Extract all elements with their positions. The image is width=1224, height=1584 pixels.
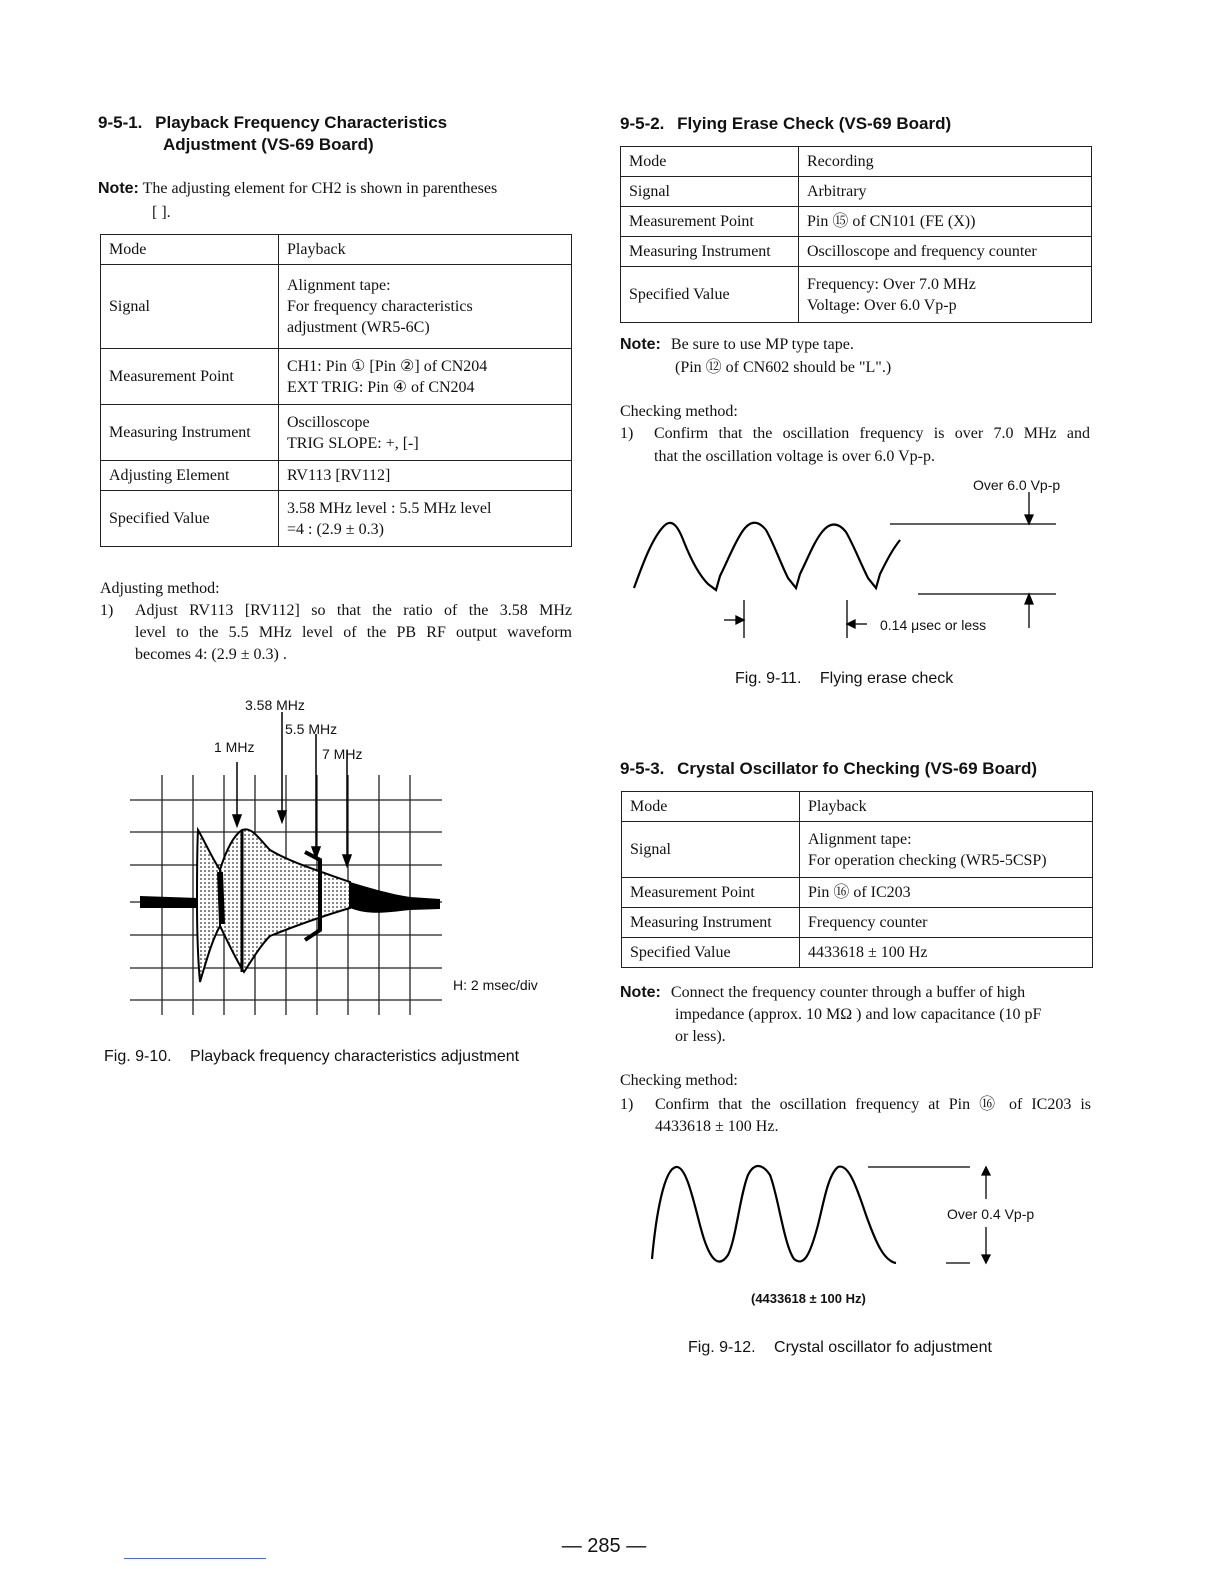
table-row: [622, 792, 1093, 822]
checking-method-title-1: Checking method:: [620, 403, 738, 420]
table-value-cell: Frequency: Over 7.0 MHz Voltage: Over 6.0 Vp-p: [799, 267, 1092, 323]
table-value-cell: Alignment tape: For frequency characteristics adjustment (WR5-6C): [279, 265, 572, 349]
table-key-cell: Measurement Point: [621, 207, 799, 237]
fig-9-11-diagram: [620, 470, 1090, 650]
table-value-cell: CH1: Pin ① [Pin ②] of CN204 EXT TRIG: Pin ④ of CN204: [279, 349, 572, 405]
section-heading-9-5-1-line2: Adjustment (VS-69 Board): [163, 135, 374, 154]
rf-envelope-waveform: [140, 829, 440, 982]
section-heading-9-5-2: 9-5-2. Flying Erase Check (VS-69 Board): [620, 114, 952, 133]
adjusting-step-line2: level to the 5.5 MHz level of the PB RF output waveform: [135, 624, 572, 641]
step-number: 1): [100, 602, 114, 619]
checking-step-line2: 4433618 ± 100 Hz.: [655, 1118, 779, 1135]
table-row: [621, 237, 1092, 267]
table-value-cell: Pin ⑯ of IC203: [800, 878, 1093, 908]
table-row: [101, 461, 572, 491]
label-3-58mhz: 3.58 MHz: [245, 697, 305, 713]
table-value-cell: 3.58 MHz level : 5.5 MHz level =4 : (2.9 ± 0.3): [279, 491, 572, 547]
table-key-cell: Measurement Point: [622, 878, 800, 908]
label-h-div: H: 2 msec/div: [453, 977, 538, 993]
table-value-cell: Oscilloscope and frequency counter: [799, 237, 1092, 267]
spec-table-9-5-1: [100, 234, 572, 547]
label-usec: 0.14 μsec or less: [880, 617, 987, 633]
table-row: [101, 265, 572, 349]
table-key-cell: Signal: [622, 822, 800, 878]
label-over-6vpp: Over 6.0 Vp-p: [973, 477, 1061, 493]
label-1mhz: 1 MHz: [214, 739, 255, 755]
figure-caption-9-12: Fig. 9-12. Crystal oscillator fo adjustment: [688, 1339, 992, 1356]
label-over-0-4vpp: Over 0.4 Vp-p: [947, 1206, 1035, 1222]
label-frequency: (4433618 ± 100 Hz): [751, 1291, 866, 1306]
crystal-sine-waveform: [652, 1166, 896, 1263]
table-key-cell: Mode: [622, 792, 800, 822]
figure-caption-9-11: Fig. 9-11. Flying erase check: [735, 670, 954, 687]
table-row: [101, 349, 572, 405]
adjusting-method-title: Adjusting method:: [100, 580, 220, 597]
table-key-cell: Mode: [621, 147, 799, 177]
table-row: [101, 491, 572, 547]
table-value-cell: Frequency counter: [800, 908, 1093, 938]
spec-table-9-5-2: [620, 146, 1092, 323]
checking-step-line1: Confirm that the oscillation frequency at Pin ⑯ of IC203 is: [655, 1096, 1091, 1113]
note-9-5-1: Note: The adjusting element for CH2 is shown in parentheses: [98, 180, 498, 197]
table-row: [621, 207, 1092, 237]
table-key-cell: Measuring Instrument: [101, 405, 279, 461]
checking-step-line2: that the oscillation voltage is over 6.0 Vp-p.: [654, 448, 935, 465]
adjusting-step-line3: becomes 4: (2.9 ± 0.3) .: [135, 646, 287, 663]
note-9-5-1-brackets: [ ].: [152, 204, 171, 221]
table-key-cell: Specified Value: [101, 491, 279, 547]
section-heading-9-5-1: 9-5-1. Playback Frequency Characteristics: [98, 113, 448, 132]
note-9-5-3-line3: or less).: [675, 1028, 726, 1045]
section-heading-9-5-3: 9-5-3. Crystal Oscillator fo Checking (VS-69 Board): [620, 759, 1038, 778]
table-value-cell: Arbitrary: [799, 177, 1092, 207]
adjusting-step-line1: Adjust RV113 [RV112] so that the ratio of the 3.58 MHz: [135, 602, 572, 619]
table-key-cell: Measurement Point: [101, 349, 279, 405]
note-9-5-3: Note: Connect the frequency counter through a buffer of high: [620, 984, 1026, 1001]
table-value-cell: Pin ⑮ of CN101 (FE (X)): [799, 207, 1092, 237]
table-value-cell: Oscilloscope TRIG SLOPE: +, [-]: [279, 405, 572, 461]
table-row: [621, 147, 1092, 177]
label-5-5mhz: 5.5 MHz: [285, 721, 338, 737]
flying-erase-waveform: [634, 523, 900, 590]
note-9-5-3-line2: impedance (approx. 10 MΩ ) and low capacitance (10 pF: [675, 1006, 1042, 1023]
table-value-cell: Playback: [279, 235, 572, 265]
table-value-cell: Alignment tape: For operation checking (WR5-5CSP): [800, 822, 1093, 878]
table-row: [622, 878, 1093, 908]
checking-step-line1: Confirm that the oscillation frequency is over 7.0 MHz and: [654, 425, 1090, 442]
step-number: 1): [620, 1096, 634, 1113]
table-value-cell: Playback: [800, 792, 1093, 822]
figure-caption-9-10: Fig. 9-10. Playback frequency characteristics adjustment: [104, 1048, 520, 1065]
label-7mhz: 7 MHz: [322, 746, 363, 762]
spec-table-9-5-3: [621, 791, 1093, 968]
checking-method-title-2: Checking method:: [620, 1072, 738, 1089]
table-key-cell: Signal: [101, 265, 279, 349]
note-9-5-2: Note: Be sure to use MP type tape.: [620, 336, 854, 353]
page-number: — 285 —: [561, 1535, 647, 1557]
table-key-cell: Specified Value: [622, 938, 800, 968]
table-key-cell: Signal: [621, 177, 799, 207]
time-markers: [724, 600, 867, 638]
table-row: [101, 235, 572, 265]
table-row: [621, 177, 1092, 207]
table-value-cell: RV113 [RV112]: [279, 461, 572, 491]
table-value-cell: 4433618 ± 100 Hz: [800, 938, 1093, 968]
table-key-cell: Measuring Instrument: [621, 237, 799, 267]
table-value-cell: Recording: [799, 147, 1092, 177]
note-9-5-2-line2: (Pin ⑫ of CN602 should be "L".): [675, 359, 892, 376]
table-row: [622, 938, 1093, 968]
table-row: [101, 405, 572, 461]
table-key-cell: Measuring Instrument: [622, 908, 800, 938]
table-key-cell: Mode: [101, 235, 279, 265]
table-key-cell: Adjusting Element: [101, 461, 279, 491]
table-key-cell: Specified Value: [621, 267, 799, 323]
table-row: [621, 267, 1092, 323]
voltage-markers: [890, 492, 1056, 628]
step-number: 1): [620, 425, 634, 442]
footer-rule: [124, 1558, 266, 1559]
table-row: [622, 908, 1093, 938]
table-row: [622, 822, 1093, 878]
